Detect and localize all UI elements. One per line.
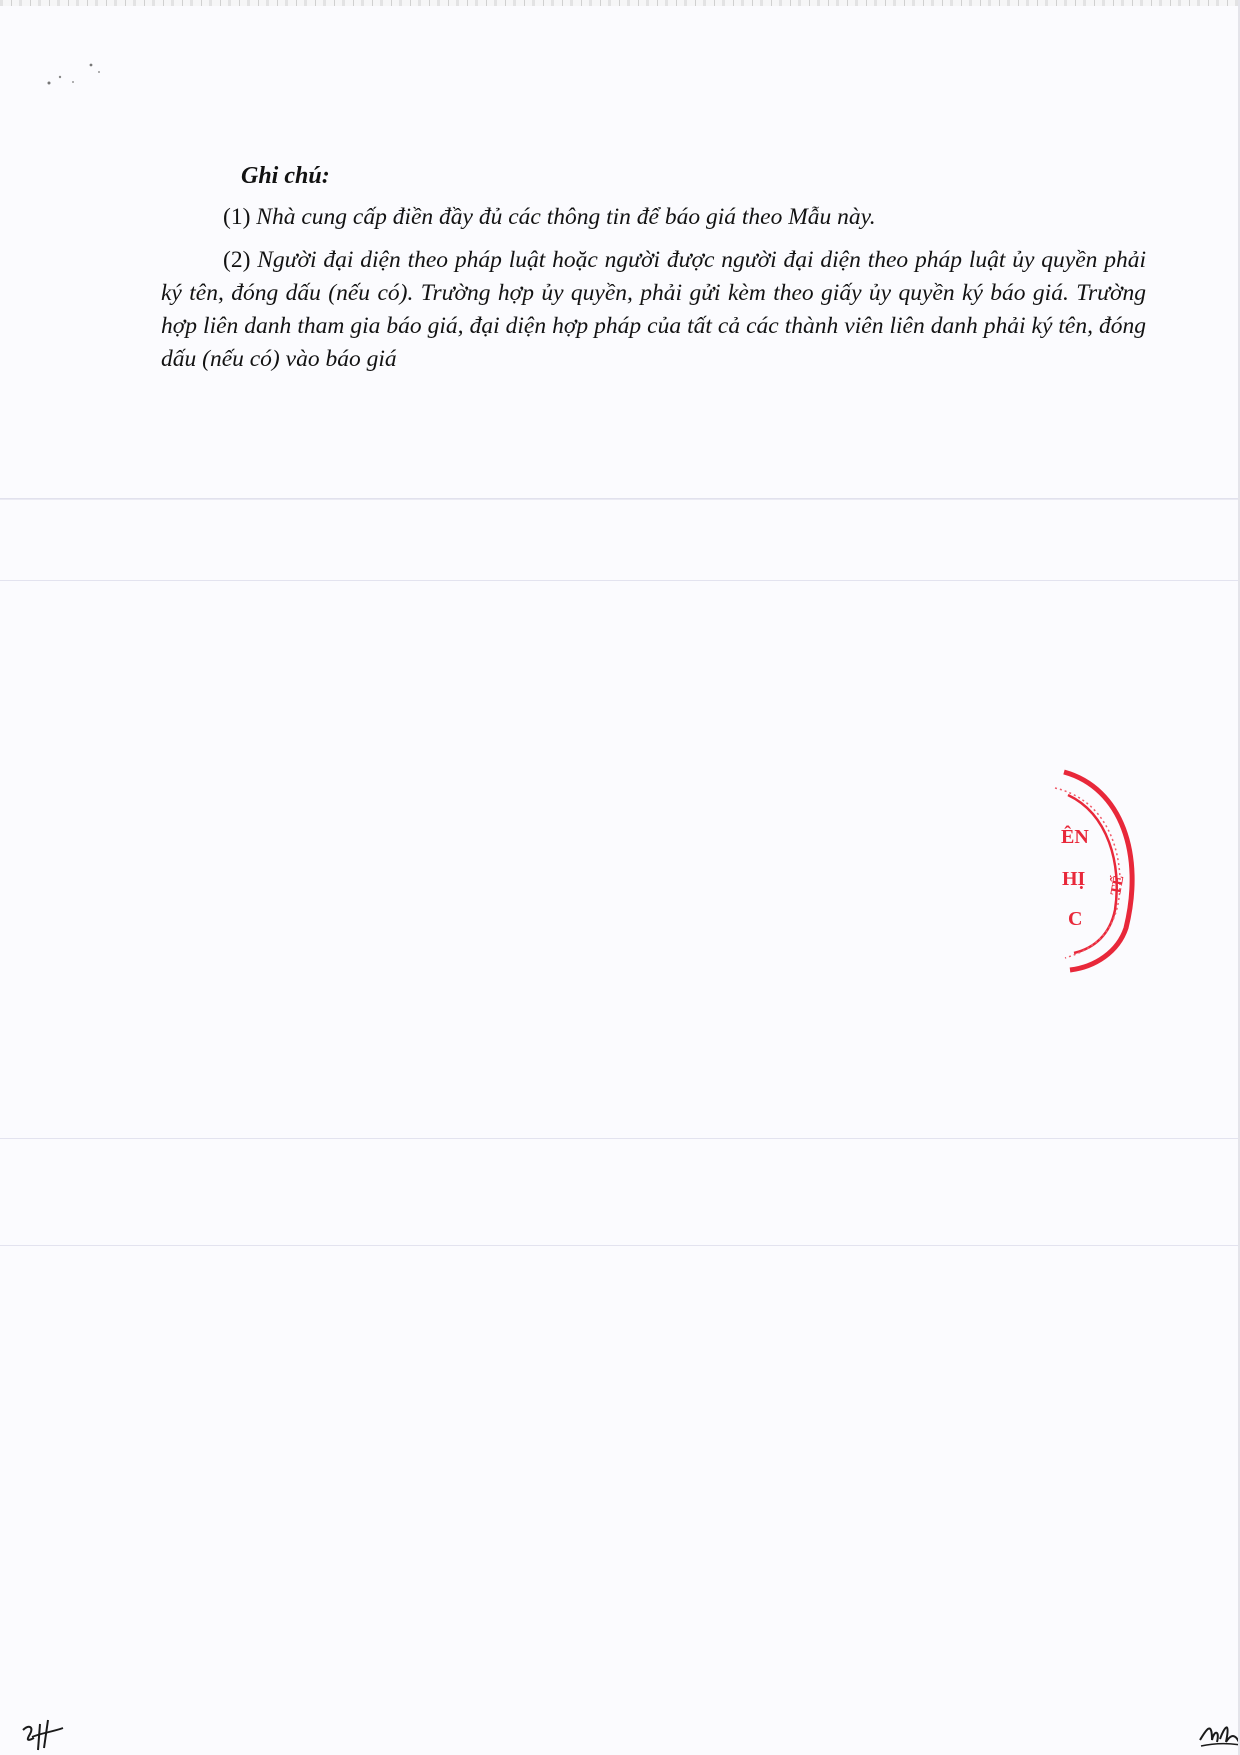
- notes-section: [161, 160, 1146, 382]
- note-item-2: [161, 244, 1146, 376]
- fold-line: [0, 1245, 1238, 1246]
- scanned-top-edge: [0, 0, 1238, 6]
- svg-text:ÊN: ÊN: [1061, 826, 1089, 848]
- svg-text:TẾ: TẾ: [1108, 874, 1128, 897]
- svg-text:C: C: [1068, 908, 1083, 930]
- notes-title: Ghi chú:: [241, 163, 330, 189]
- handwritten-initials-right: [1195, 1712, 1240, 1752]
- fold-line: [0, 498, 1238, 500]
- scan-specks: [44, 58, 114, 98]
- handwritten-initials-left: [18, 1712, 68, 1752]
- red-stamp-fragment: [1040, 760, 1140, 980]
- note-marker: (2): [223, 247, 251, 273]
- fold-line: [0, 1138, 1238, 1139]
- note-item-1: [161, 201, 1146, 234]
- note-marker: (1): [223, 204, 251, 230]
- svg-text:HỊ: HỊ: [1062, 868, 1086, 890]
- fold-line: [0, 580, 1238, 581]
- note-text: Nhà cung cấp điền đầy đủ các thông tin để báo giá theo Mẫu này.: [250, 204, 876, 230]
- note-text: Người đại diện theo pháp luật hoặc người được người đại diện theo pháp luật ủy quyền phải ký tên, đóng dấu (nếu có). Trường hợp ủy quyền, phải gửi kèm theo giấy ủy quyền ký báo giá. Trường hợp liên danh tham gia báo giá, đại diện hợp pháp của tất cả các thành viên liên danh phải ký tên, đóng dấu (nếu có) vào báo giá: [161, 247, 1146, 372]
